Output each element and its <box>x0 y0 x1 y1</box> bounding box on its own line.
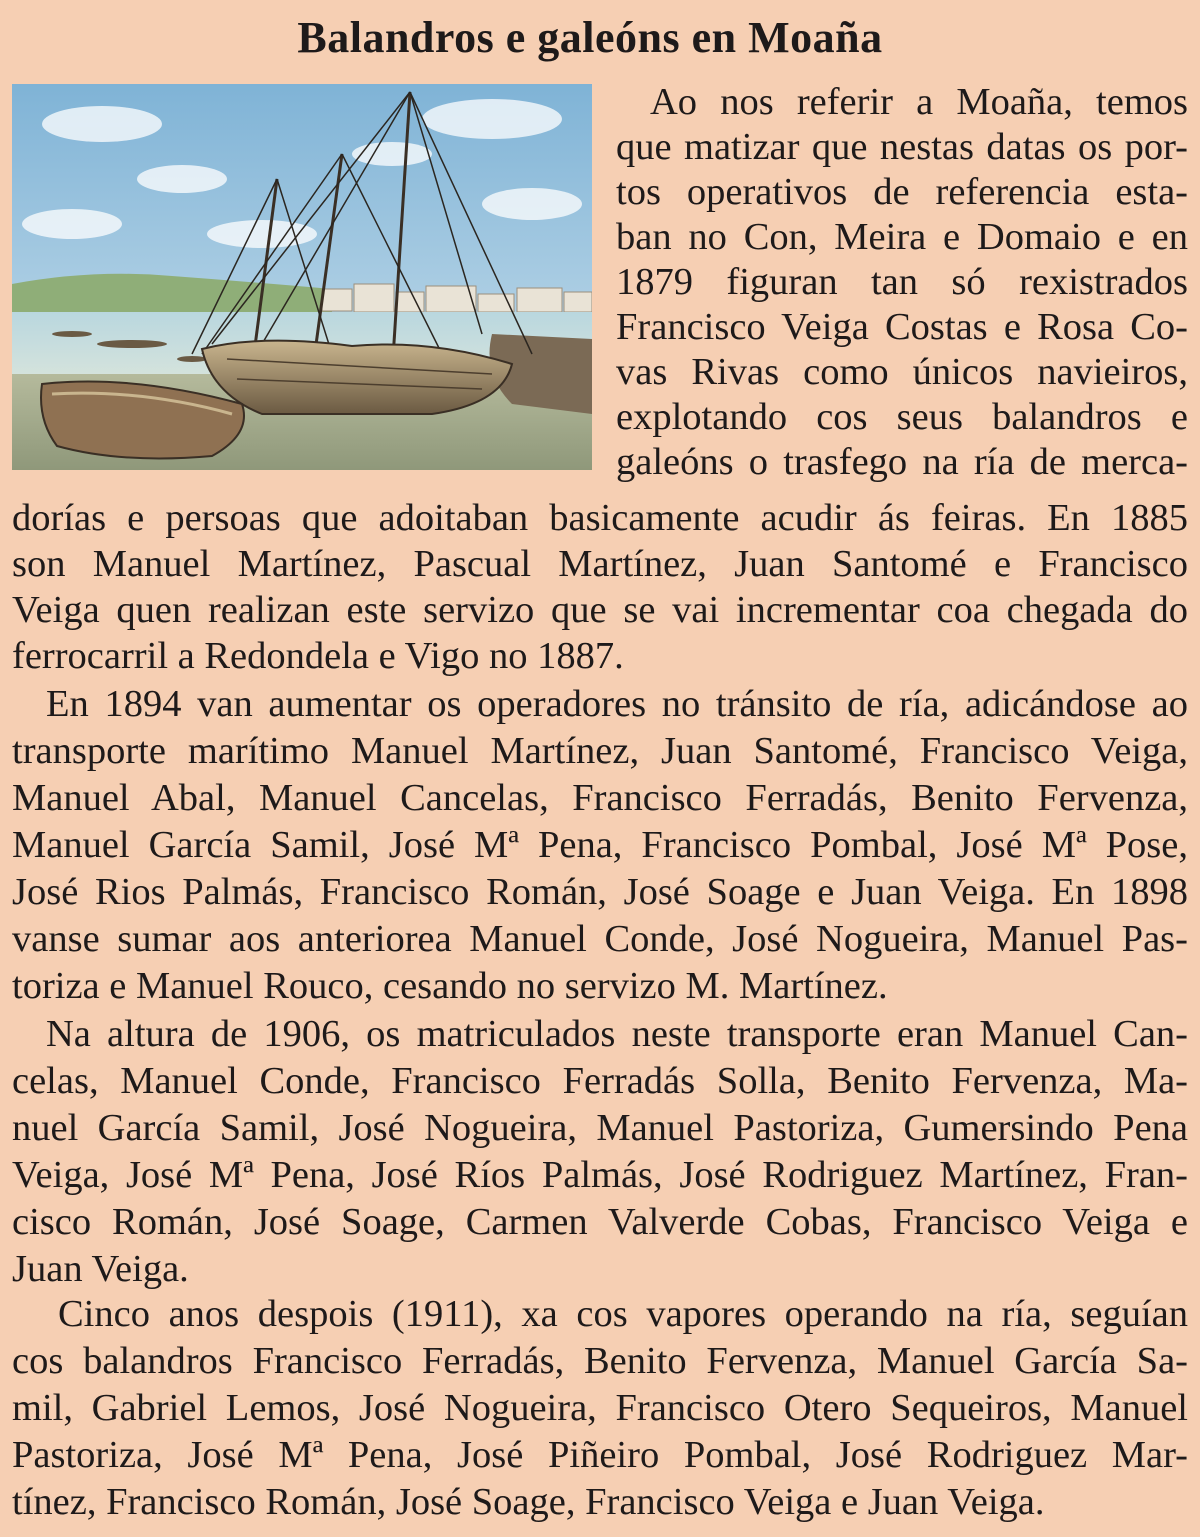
text-line: vanse sumar aos anteriorea Manuel Conde, José Nogueira, Manuel Pas- <box>12 918 1188 960</box>
text-line: Veiga quen realizan este servizo que se vai incrementar coa chegada do <box>12 589 1188 631</box>
text-line: Na altura de 1906, os matriculados neste transporte eran Manuel Can- <box>46 1013 1188 1055</box>
text-line: Manuel Abal, Manuel Cancelas, Francisco Ferradás, Benito Fervenza, <box>12 777 1188 819</box>
text-line: celas, Manuel Conde, Francisco Ferradás Solla, Benito Fervenza, Ma- <box>12 1060 1188 1102</box>
balandros-photo <box>12 84 592 470</box>
text-line: son Manuel Martínez, Pascual Martínez, Juan Santomé e Francisco <box>12 543 1188 585</box>
text-line: que matizar que nestas datas os por- <box>616 126 1188 168</box>
boats-illustration <box>12 84 592 470</box>
text-line: ferrocarril a Redondela e Vigo no 1887. <box>12 635 624 677</box>
text-line: explotando cos seus balandros e <box>616 396 1188 438</box>
article-title: Balandros e galeóns en Moaña <box>297 13 883 62</box>
text-line: galeóns o trasfego na ría de merca- <box>616 441 1188 483</box>
text-line: Francisco Veiga Costas e Rosa Co- <box>616 306 1188 348</box>
text-line: vas Rivas como únicos navieiros, <box>616 351 1188 393</box>
text-line: Manuel García Samil, José Mª Pena, Francisco Pombal, José Mª Pose, <box>12 824 1188 866</box>
text-line: toriza e Manuel Rouco, cesando no servizo M. Martínez. <box>12 965 888 1007</box>
text-line: tínez, Francisco Román, José Soage, Francisco Veiga e Juan Veiga. <box>12 1481 1045 1523</box>
text-line: 1879 figuran tan só rexistrados <box>616 261 1188 303</box>
text-line: tos operativos de referencia esta- <box>616 171 1188 213</box>
text-line: cisco Román, José Soage, Carmen Valverde Cobas, Francisco Veiga e <box>12 1201 1188 1243</box>
text-line: Ao nos referir a Moaña, temos <box>650 81 1188 123</box>
text-line: Cinco anos despois (1911), xa cos vapores operando na ría, seguían <box>58 1293 1188 1335</box>
text-line: dorías e persoas que adoitaban basicamente acudir ás feiras. En 1885 <box>12 497 1188 539</box>
text-line: Pastoriza, José Mª Pena, José Piñeiro Pombal, José Rodriguez Mar- <box>12 1434 1188 1476</box>
text-line: nuel García Samil, José Nogueira, Manuel Pastoriza, Gumersindo Pena <box>12 1107 1188 1149</box>
text-line: En 1894 van aumentar os operadores no tránsito de ría, adicándose ao <box>46 683 1188 725</box>
text-line: Juan Veiga. <box>12 1248 189 1290</box>
text-line: mil, Gabriel Lemos, José Nogueira, Francisco Otero Sequeiros, Manuel <box>12 1387 1188 1429</box>
text-line: cos balandros Francisco Ferradás, Benito Fervenza, Manuel García Sa- <box>12 1340 1188 1382</box>
text-line: Veiga, José Mª Pena, José Ríos Palmás, José Rodriguez Martínez, Fran- <box>12 1154 1188 1196</box>
text-line: José Rios Palmás, Francisco Román, José Soage e Juan Veiga. En 1898 <box>12 871 1188 913</box>
text-line: ban no Con, Meira e Domaio e en <box>616 216 1188 258</box>
text-line: transporte marítimo Manuel Martínez, Juan Santomé, Francisco Veiga, <box>12 730 1188 772</box>
